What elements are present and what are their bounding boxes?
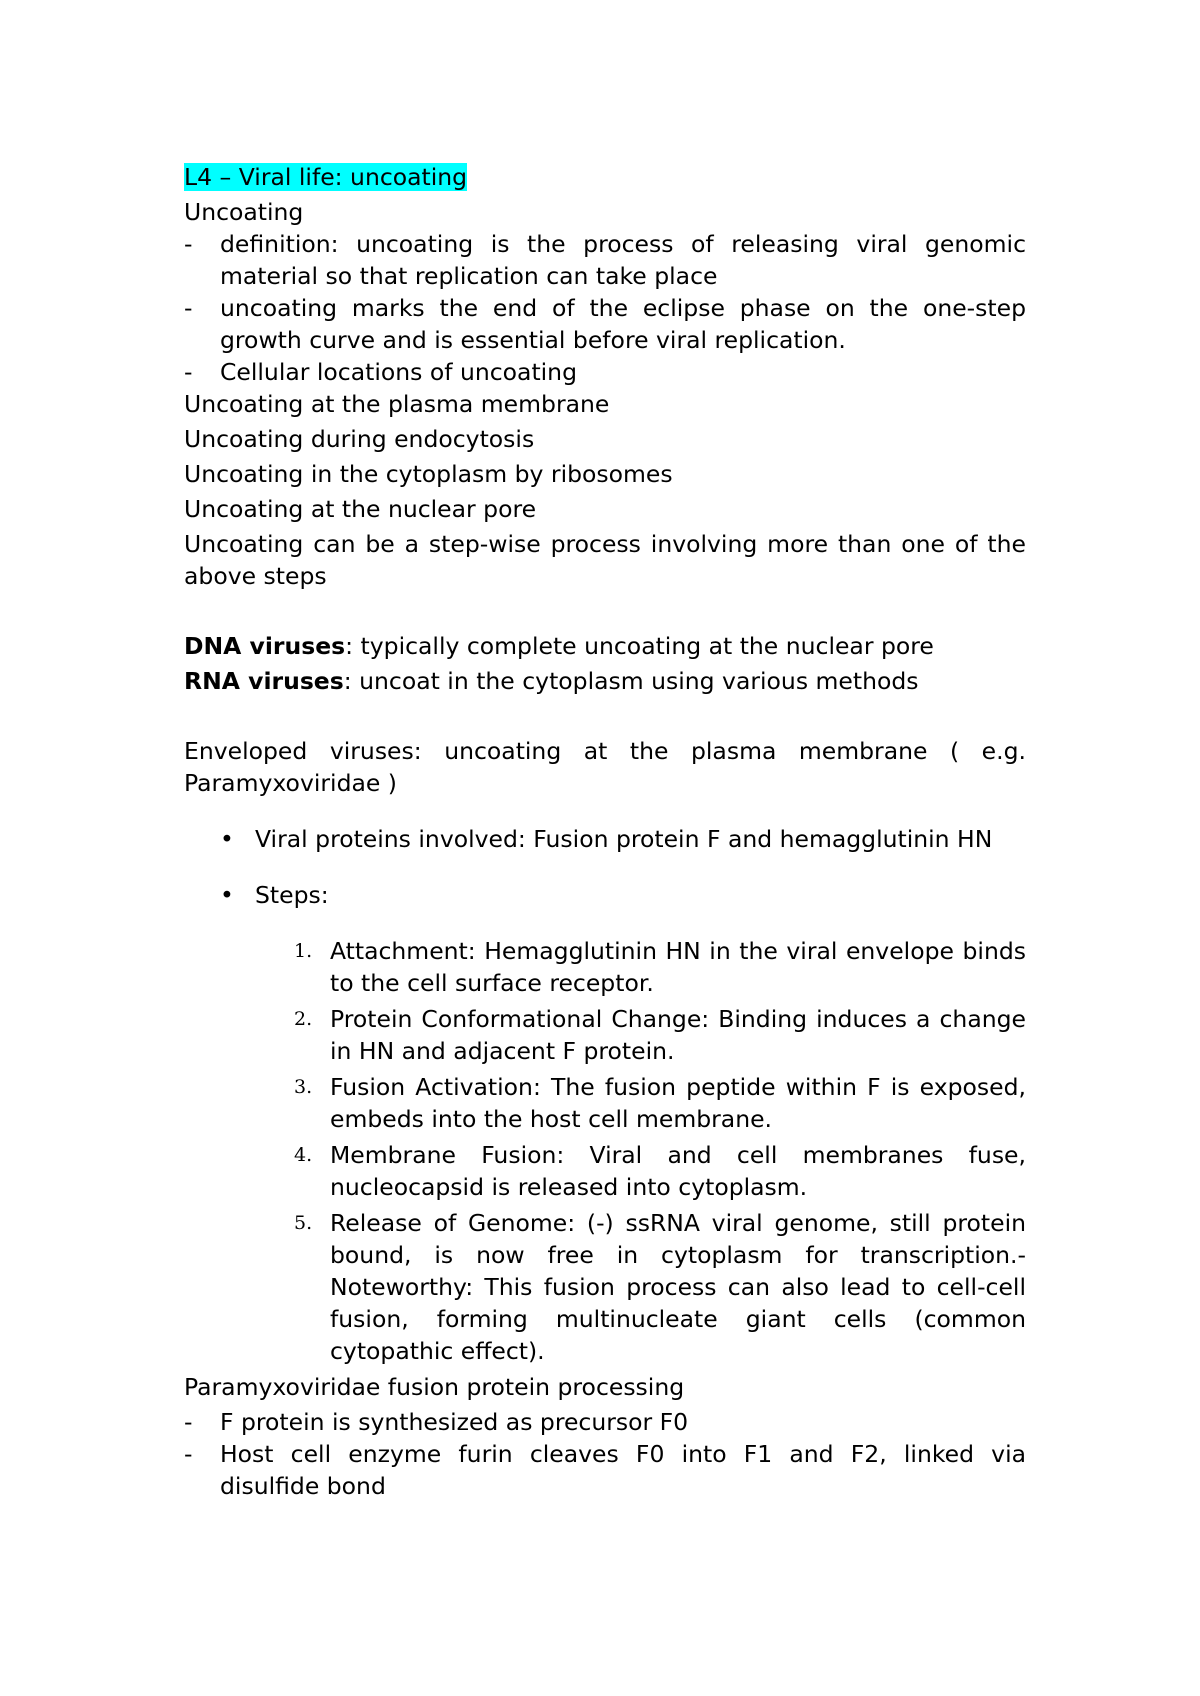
step-item	[184, 1139, 1026, 1203]
step-item	[184, 1207, 1026, 1367]
list-item-text: F protein is synthesized as precursor F0	[220, 1408, 689, 1436]
list-item-text: uncoating marks the end of the eclipse phase on the one-step growth curve and is essential before viral replication.	[220, 294, 1026, 354]
dna-text: : typically complete uncoating at the nuclear pore	[345, 632, 934, 660]
dna-virus-line	[184, 630, 1026, 662]
step-number: 3.	[294, 1076, 313, 1098]
dna-label: DNA viruses	[184, 632, 346, 660]
dash-marker: -	[184, 230, 193, 258]
step-number: 5.	[294, 1212, 313, 1234]
document-body	[184, 161, 1026, 1502]
list-item	[184, 292, 1026, 356]
step-text: Release of Genome: (-) ssRNA viral genome, still protein bound, is now free in cytoplasm for transcription.- Noteworthy: This fusion process can also lead to cell-cell fusion, forming multinucleate giant cells (common cytopathic effect).	[330, 1209, 1026, 1365]
dash-marker: -	[184, 358, 193, 386]
step-text: Protein Conformational Change: Binding induces a change in HN and adjacent F protein.	[330, 1005, 1026, 1065]
location-line: Uncoating at the nuclear pore	[184, 495, 537, 523]
list-item-text: Host cell enzyme furin cleaves F0 into F1 and F2, linked via disulfide bond	[220, 1440, 1026, 1500]
rna-label: RNA viruses	[184, 667, 344, 695]
processing-heading: Paramyxoviridae fusion protein processing	[184, 1373, 685, 1401]
location-line: Uncoating in the cytoplasm by ribosomes	[184, 460, 673, 488]
step-text: Fusion Activation: The fusion peptide within F is exposed, embeds into the host cell membrane.	[330, 1073, 1026, 1133]
spacer	[184, 697, 1026, 735]
dash-marker: -	[184, 1408, 193, 1436]
rna-virus-line	[184, 665, 1026, 697]
page-title	[184, 161, 1026, 193]
dash-marker: -	[184, 294, 193, 322]
step-text: Attachment: Hemagglutinin HN in the viral envelope binds to the cell surface receptor.	[330, 937, 1026, 997]
list-item	[184, 356, 1026, 388]
location-line: Uncoating at the plasma membrane	[184, 390, 610, 418]
bullet-item	[184, 823, 1026, 855]
bullet-dot: •	[220, 881, 234, 909]
dash-marker: -	[184, 1440, 193, 1468]
step-item	[184, 1003, 1026, 1067]
step-number: 4.	[294, 1144, 313, 1166]
step-text: Membrane Fusion: Viral and cell membranes fuse, nucleocapsid is released into cytoplasm.	[330, 1141, 1026, 1201]
steps-list	[184, 935, 1026, 1367]
rna-text: : uncoat in the cytoplasm using various methods	[343, 667, 919, 695]
step-number: 2.	[294, 1008, 313, 1030]
title-highlight: L4 – Viral life: uncoating	[184, 163, 468, 191]
list-item	[184, 1438, 1026, 1502]
enveloped-intro: Enveloped viruses: uncoating at the plasma membrane ( e.g. Paramyxoviridae )	[184, 737, 1026, 797]
step-number: 1.	[294, 940, 313, 962]
bullet-text: Steps:	[255, 881, 329, 909]
bullet-dot: •	[220, 825, 234, 853]
step-item	[184, 935, 1026, 999]
list-item-text: definition: uncoating is the process of releasing viral genomic material so that replication can take place	[220, 230, 1026, 290]
spacer	[184, 592, 1026, 630]
stepwise-paragraph: Uncoating can be a step-wise process involving more than one of the above steps	[184, 530, 1026, 590]
bullet-text: Viral proteins involved: Fusion protein F and hemagglutinin HN	[255, 825, 993, 853]
location-line: Uncoating during endocytosis	[184, 425, 535, 453]
list-item	[184, 228, 1026, 292]
step-item	[184, 1071, 1026, 1135]
bullet-item	[184, 879, 1026, 911]
uncoating-heading: Uncoating	[184, 198, 304, 226]
list-item-text: Cellular locations of uncoating	[220, 358, 577, 386]
list-item	[184, 1406, 1026, 1438]
